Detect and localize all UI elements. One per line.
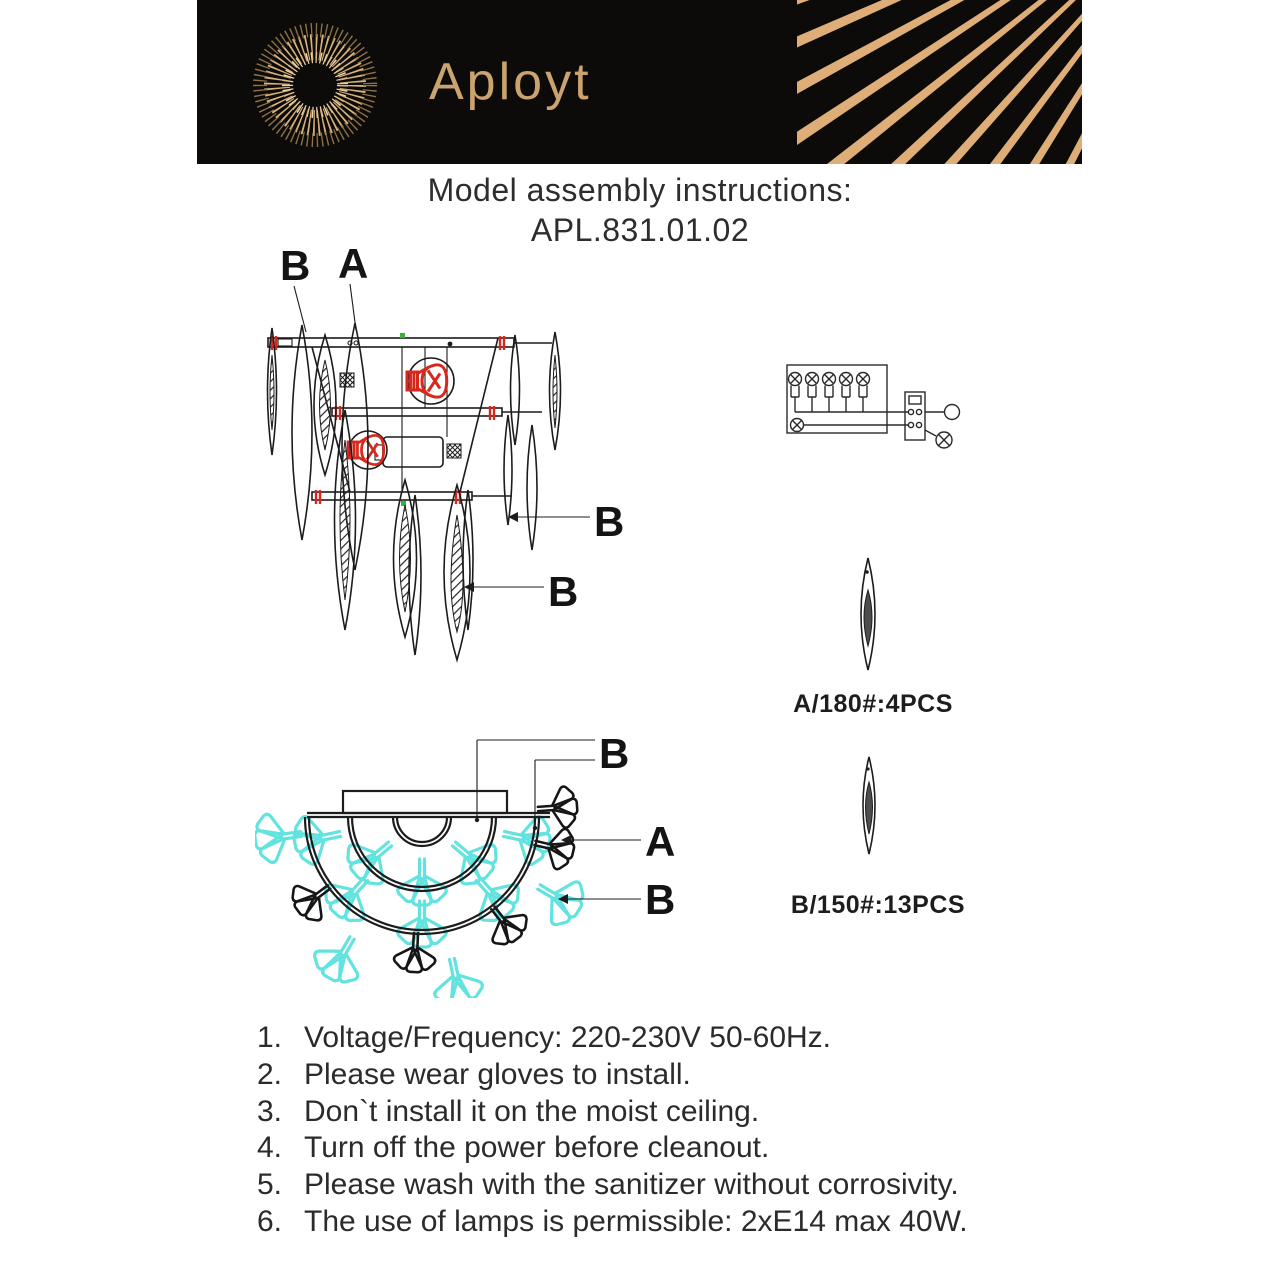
- wiring-diagram: [772, 352, 977, 484]
- label-part-b: B: [599, 730, 630, 777]
- page-title: Model assembly instructions:: [427, 172, 853, 208]
- part-a-drawing: [840, 552, 896, 676]
- banner-art: [197, 0, 1082, 164]
- lamp-body: [305, 791, 550, 934]
- instruction-number: 4.: [256, 1131, 282, 1165]
- green-marker: [400, 333, 405, 338]
- wires: [795, 392, 960, 448]
- instruction-item: [238, 1204, 1078, 1241]
- instruction-number: 5.: [256, 1168, 282, 1202]
- banner-rays-icon: [902, 0, 1082, 164]
- part-b-label: B/150#:13PCS: [790, 891, 966, 919]
- label-part-b: B: [645, 876, 676, 923]
- instruction-text: Don`t install it on the moist ceiling.: [304, 1094, 760, 1128]
- part-b-drawing: [844, 752, 894, 860]
- instruction-item: [238, 1057, 1078, 1094]
- label-part-a: A: [645, 818, 676, 865]
- label-part-b: B: [548, 568, 579, 615]
- connector-block: [447, 444, 461, 458]
- bottom-view-diagram: [255, 728, 695, 998]
- instruction-number: 2.: [256, 1057, 282, 1091]
- driver-box: [383, 437, 443, 467]
- instruction-text: Turn off the power before cleanout.: [304, 1131, 770, 1165]
- label-part-b: B: [280, 242, 311, 289]
- instruction-item: [238, 1020, 1078, 1057]
- instruction-text: The use of lamps is permissible: 2xE14 max 40W.: [304, 1204, 968, 1238]
- brand-name: Aployt: [429, 53, 592, 111]
- red-clips: [272, 336, 504, 504]
- lamp-symbols: [789, 373, 870, 432]
- brand-banner: [197, 0, 1082, 164]
- label-part-a: A: [338, 240, 369, 287]
- instruction-text: Please wear gloves to install.: [304, 1057, 691, 1091]
- title-block: [0, 172, 1280, 249]
- part-a-label: A/180#:4PCS: [793, 690, 953, 718]
- main-assembly-diagram: [250, 240, 680, 670]
- instruction-text: Voltage/Frequency: 220-230V 50-60Hz.: [304, 1021, 832, 1054]
- instructions-list: [238, 1020, 1078, 1241]
- instruction-text: Please wash with the sanitizer without corrosivity.: [304, 1168, 959, 1202]
- instruction-item: [238, 1167, 1078, 1204]
- instruction-number: 6.: [256, 1204, 282, 1238]
- instruction-item: [238, 1094, 1078, 1131]
- label-part-b: B: [594, 498, 625, 545]
- model-number: APL.831.01.02: [530, 212, 750, 248]
- sunburst-logo-icon: [260, 30, 370, 140]
- instruction-item: [238, 1130, 1078, 1167]
- instruction-number: 3.: [256, 1094, 282, 1128]
- lamp-bulb-icon: [407, 365, 447, 397]
- instruction-number: 1.: [256, 1021, 282, 1054]
